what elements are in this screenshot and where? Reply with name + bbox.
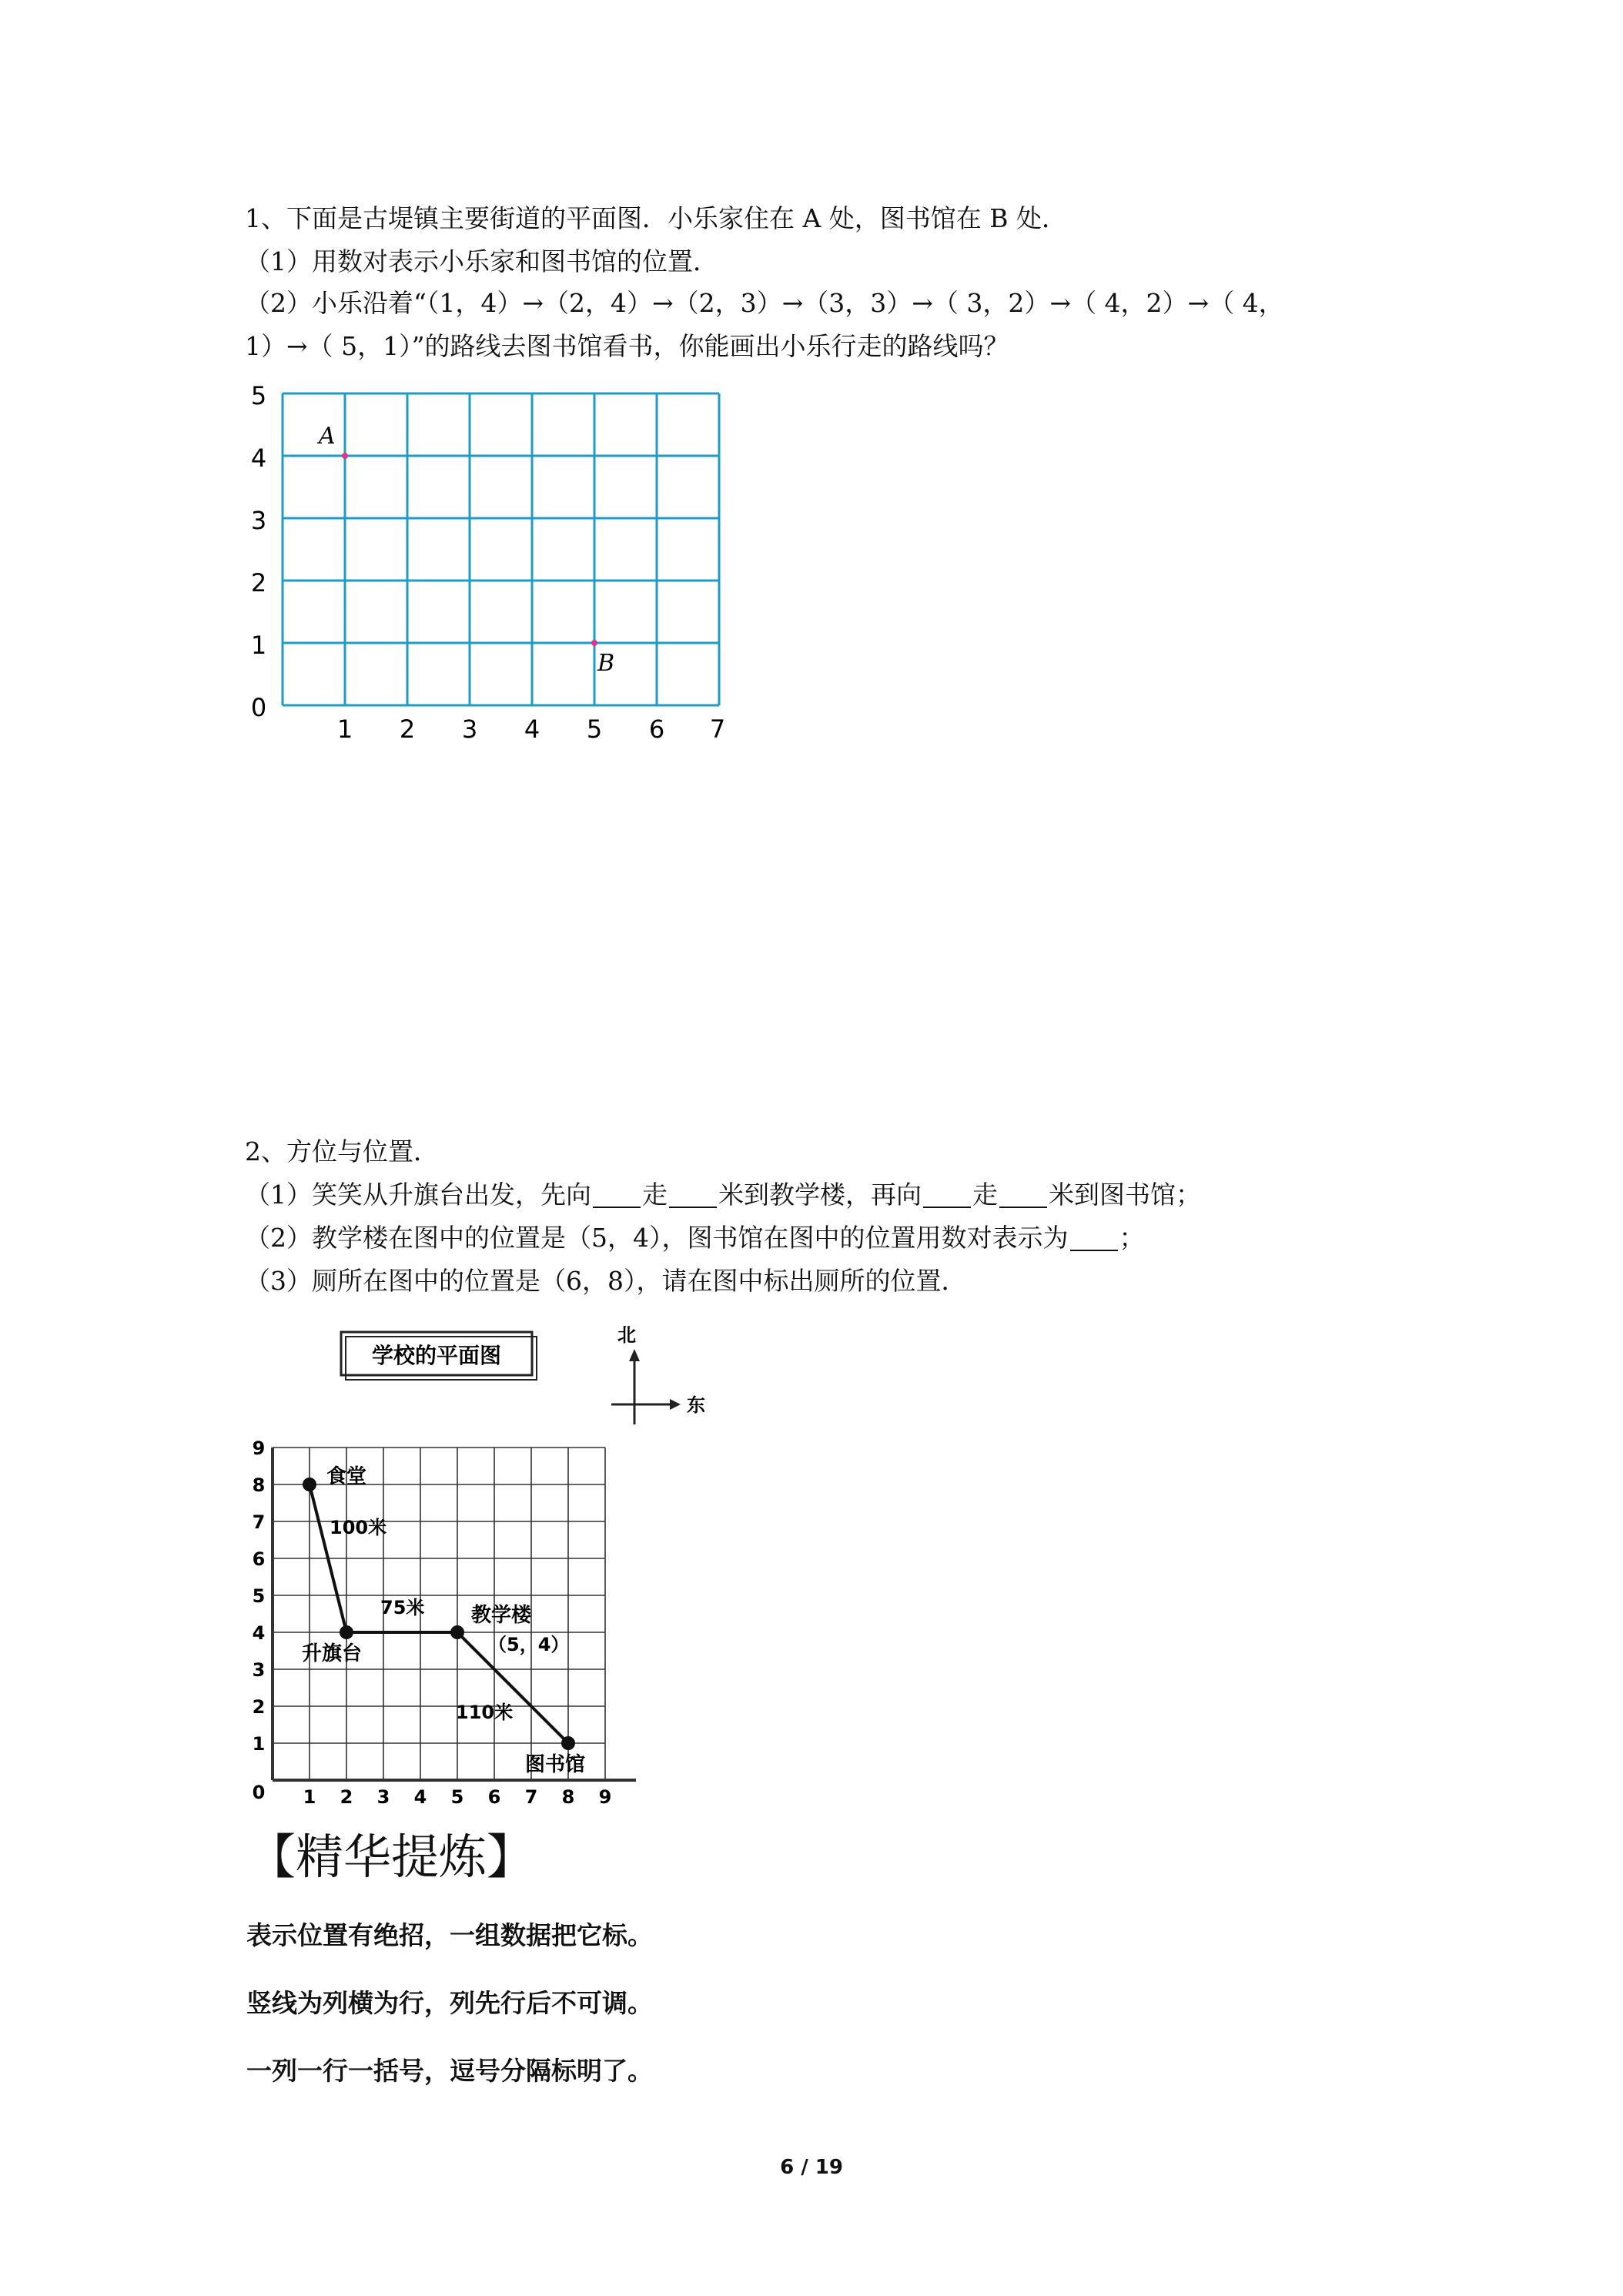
- school-map-figure: [245, 1321, 745, 1814]
- summary-verse-3: 一列一行一括号，逗号分隔标明了。: [246, 2056, 653, 2086]
- y-tick-3: 3: [250, 506, 267, 535]
- map-x-tick: 5: [450, 1786, 464, 1808]
- map-x-tick: 4: [413, 1786, 427, 1808]
- question-1-part-2-line-1: （2）小乐沿着“（1，4）→（2，4）→（2，3）→（3，3）→（ 3，2）→（ 4，2）→（ 4，: [245, 288, 1284, 318]
- answer-blank-library-coord[interactable]: [1070, 1223, 1118, 1251]
- point-b-label: B: [597, 650, 615, 677]
- edge-label-100m: 100米: [330, 1517, 387, 1538]
- question-1-part-2-line-2: 1）→（ 5，1）”的路线去图书馆看书，你能画出小乐行走的路线吗？: [245, 331, 1009, 361]
- map-y-tick: 4: [252, 1622, 266, 1644]
- map-y-tick: 5: [252, 1585, 266, 1607]
- map-x-tick: 8: [561, 1786, 575, 1808]
- map-x-tick: 6: [487, 1786, 501, 1808]
- compass-north-label: 北: [617, 1324, 636, 1346]
- map-y-tick: 1: [252, 1733, 266, 1755]
- north-arrow-icon: [629, 1349, 640, 1361]
- question-2-part-3: （3）厕所在图中的位置是（6，8），请在图中标出厕所的位置．: [245, 1266, 967, 1296]
- question-1-part-1: （1）用数对表示小乐家和图书馆的位置．: [245, 246, 718, 276]
- edge-label-110m: 110米: [456, 1702, 514, 1723]
- q2-part2-text-a: （2）教学楼在图中的位置是（5，4），图书馆在图中的位置用数对表示为: [245, 1223, 1069, 1253]
- school-map-ticks: [253, 1438, 612, 1808]
- q2-part1-text-a: （1）笑笑从升旗台出发，先向: [245, 1180, 591, 1210]
- map-x-tick: 9: [598, 1786, 612, 1808]
- route-labels: [330, 1517, 569, 1723]
- street-grid-lines: [283, 393, 719, 705]
- question-2-part-1: [245, 1178, 1201, 1212]
- compass: [611, 1324, 705, 1424]
- y-axis-ticks: [251, 381, 266, 722]
- map-x-tick: 1: [303, 1786, 316, 1808]
- q2-part1-text-e: 米到图书馆；: [1049, 1180, 1201, 1210]
- school-map-grid: [273, 1448, 636, 1780]
- map-y-tick: 6: [252, 1548, 266, 1570]
- map-y-tick: 3: [252, 1659, 266, 1681]
- q2-part1-text-d: 走: [972, 1180, 998, 1210]
- y-tick-1: 1: [250, 631, 267, 660]
- y-tick-4: 4: [250, 443, 267, 473]
- place-label: 图书馆: [525, 1753, 586, 1776]
- x-tick-5: 5: [586, 715, 603, 744]
- question-2-part-2: [245, 1221, 1145, 1255]
- x-axis-ticks: [337, 715, 725, 744]
- x-tick-6: 6: [648, 715, 665, 744]
- place-marker: [561, 1736, 575, 1750]
- map-y-tick: 7: [252, 1511, 266, 1533]
- answer-blank-direction-1[interactable]: [593, 1180, 641, 1208]
- q2-part2-text-b: ；: [1119, 1223, 1145, 1253]
- answer-blank-distance-2[interactable]: [999, 1180, 1047, 1208]
- q2-part1-text-c: 米到教学楼，再向: [718, 1180, 922, 1210]
- map-y-tick: 8: [252, 1474, 266, 1496]
- origin-label: 0: [252, 1782, 266, 1803]
- x-tick-7: 7: [709, 715, 726, 744]
- map-x-tick: 7: [524, 1786, 538, 1808]
- teaching-building-coord: （5，4）: [488, 1634, 570, 1655]
- page-number: 6 / 19: [780, 2156, 843, 2179]
- place-marker: [450, 1625, 464, 1639]
- map-x-tick: 2: [340, 1786, 353, 1808]
- map-y-tick: 9: [252, 1438, 266, 1459]
- place-label: 升旗台: [302, 1642, 363, 1665]
- place-marker: [303, 1478, 316, 1491]
- answer-blank-distance-1[interactable]: [669, 1180, 717, 1208]
- question-1-title: 1、下面是古堤镇主要街道的平面图．小乐家住在 A 处，图书馆在 B 处．: [245, 203, 1068, 233]
- x-tick-1: 1: [336, 715, 353, 744]
- y-tick-2: 2: [250, 568, 267, 597]
- summary-verse-1: 表示位置有绝招，一组数据把它标。: [246, 1920, 653, 1950]
- map-title: 学校的平面图: [371, 1343, 502, 1368]
- summary-verse-2: 竖线为列横为行，列先行后不可调。: [246, 1988, 653, 2018]
- x-tick-2: 2: [399, 715, 416, 744]
- x-tick-4: 4: [524, 715, 540, 744]
- place-label: 食堂: [326, 1465, 367, 1488]
- y-tick-5: 5: [250, 381, 267, 410]
- q2-part1-text-b: 走: [642, 1180, 668, 1210]
- point-a-label: A: [319, 423, 336, 450]
- y-tick-0: 0: [250, 693, 267, 722]
- answer-blank-direction-2[interactable]: [923, 1180, 971, 1208]
- edge-label-75m: 75米: [380, 1597, 425, 1618]
- summary-heading: 【精华提炼】: [248, 1829, 535, 1885]
- place-label: 教学楼: [471, 1604, 532, 1627]
- street-grid-figure: [245, 379, 738, 748]
- map-x-tick: 3: [376, 1786, 390, 1808]
- map-y-tick: 2: [252, 1696, 266, 1718]
- question-2-title: 2、方位与位置．: [245, 1136, 439, 1166]
- east-arrow-icon: [670, 1399, 681, 1410]
- compass-east-label: 东: [687, 1394, 705, 1416]
- point-b-marker: [591, 640, 597, 646]
- point-a-marker: [342, 453, 348, 459]
- x-tick-3: 3: [461, 715, 478, 744]
- place-marker: [340, 1625, 353, 1639]
- map-title-box: [341, 1332, 537, 1380]
